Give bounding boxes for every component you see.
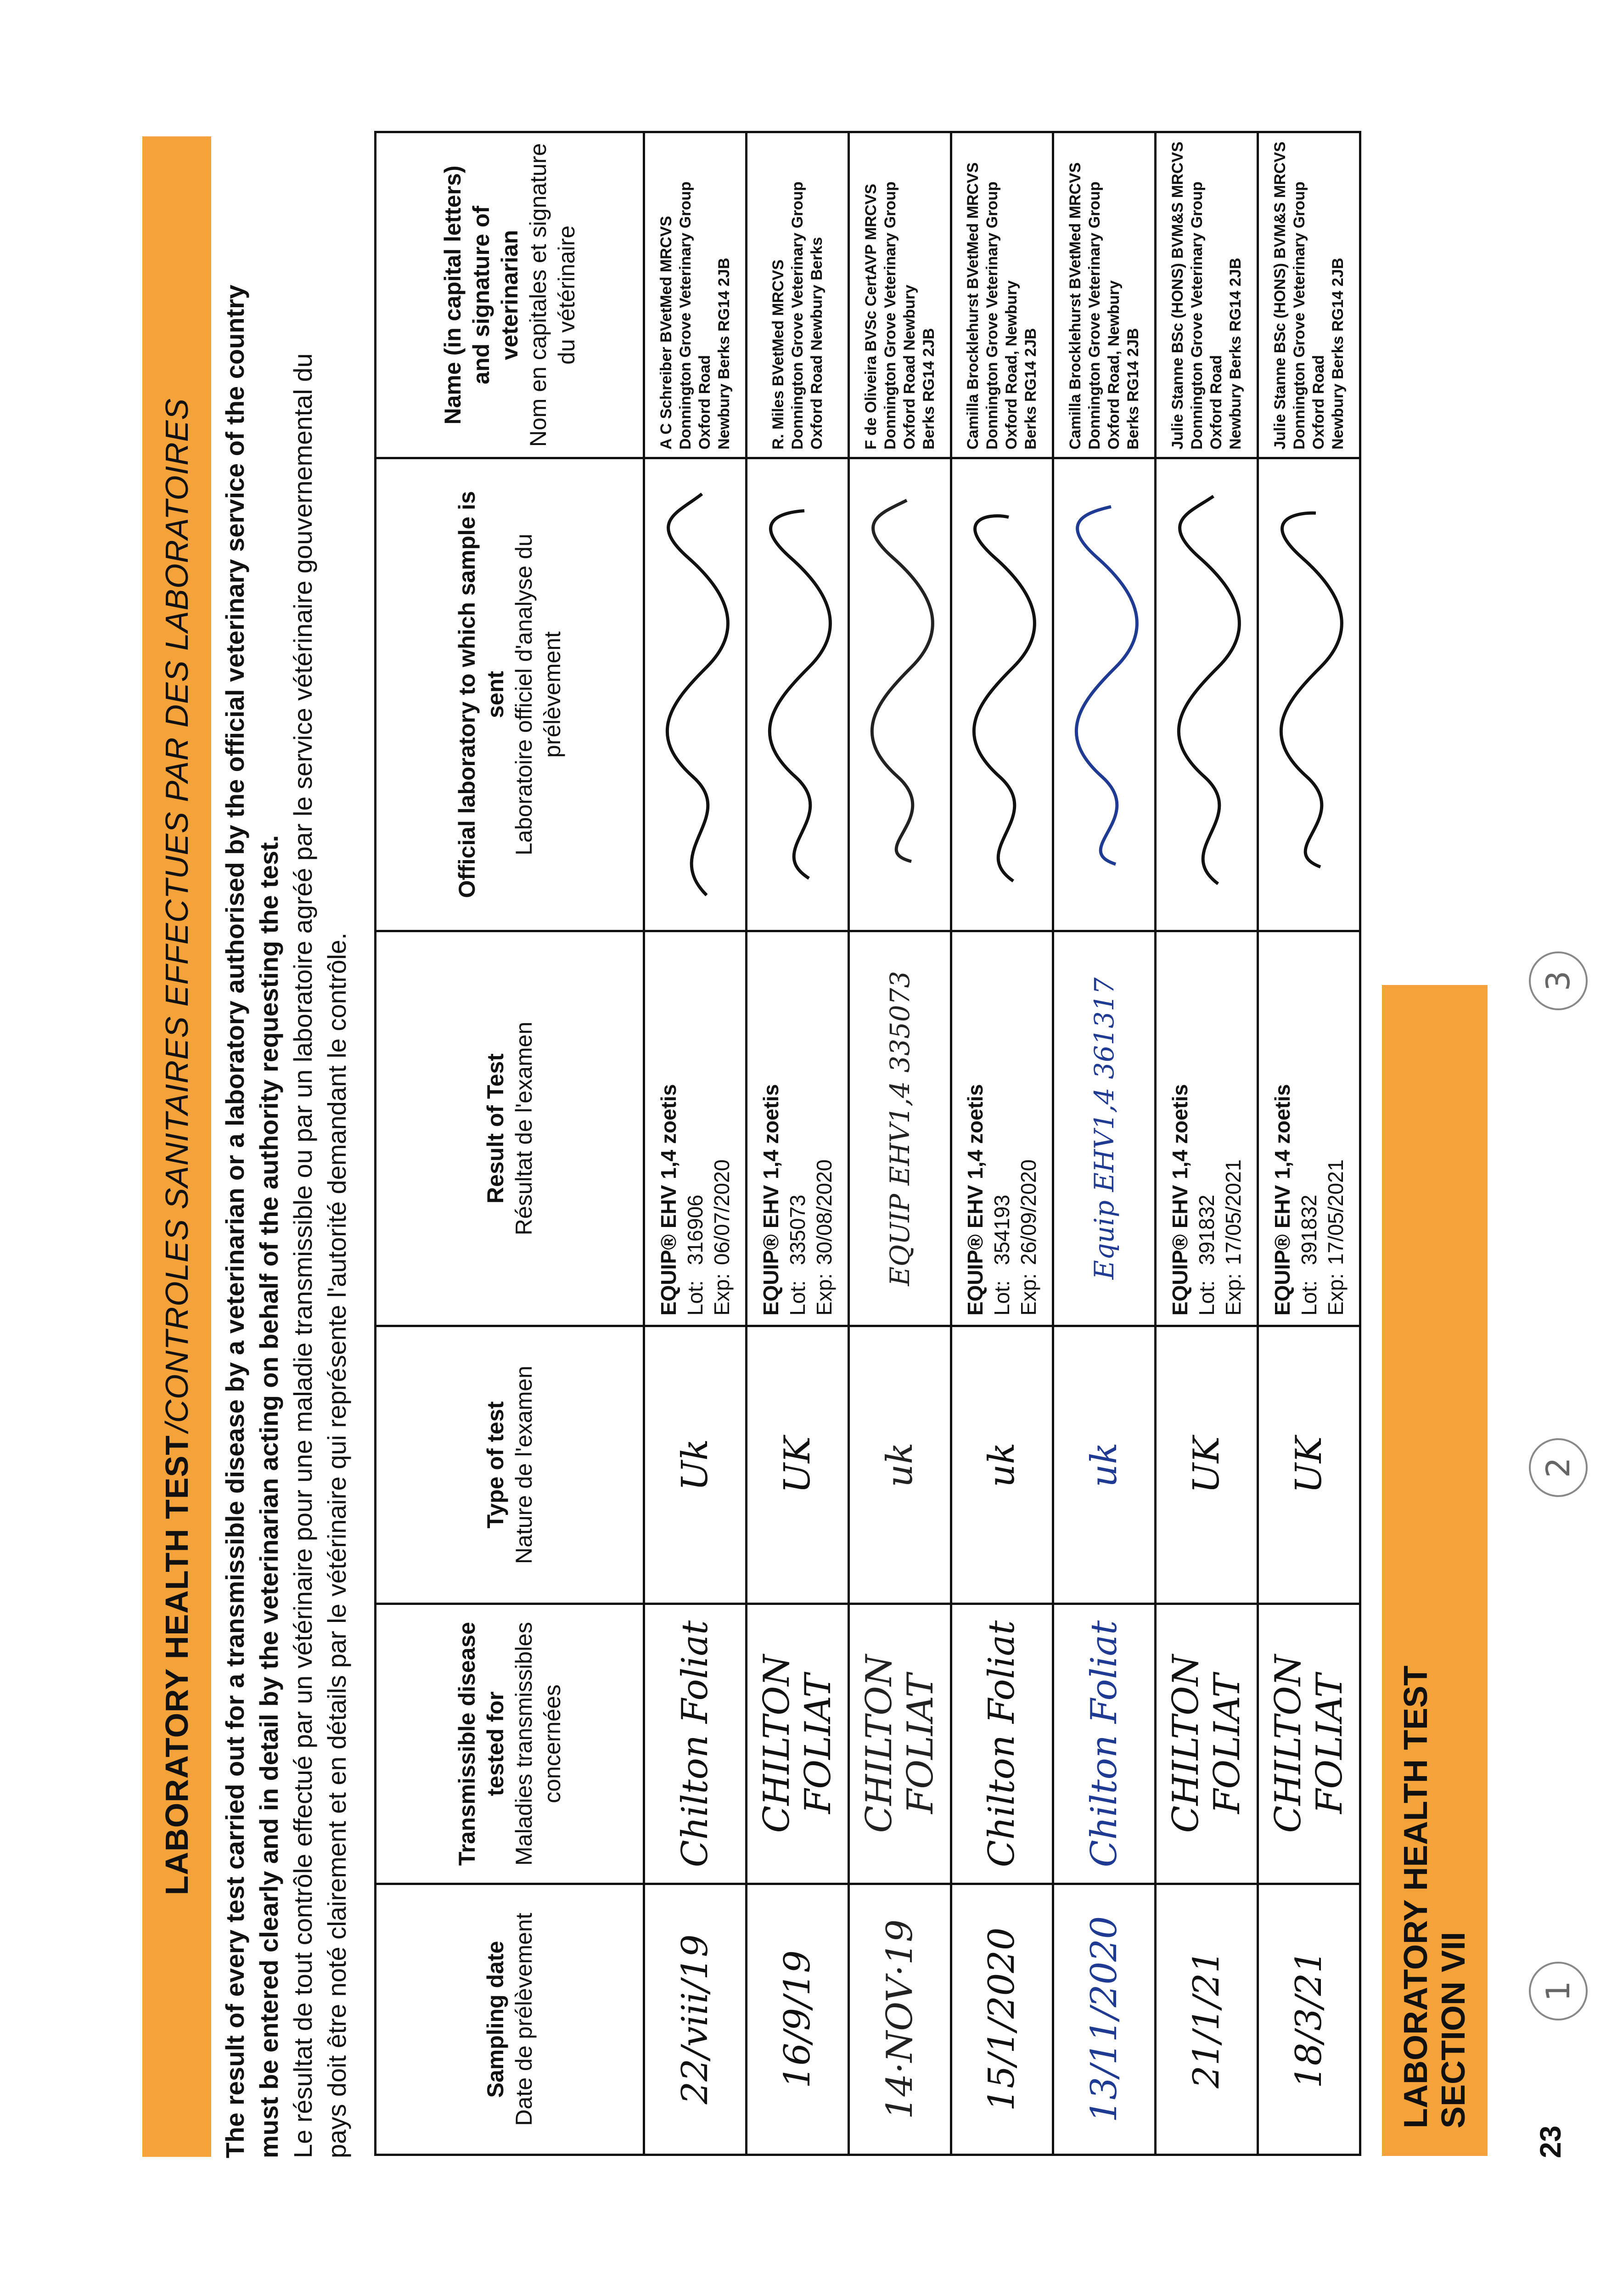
vet-stamp-line: F de Oliveira BVSc CertAVP MRCVS xyxy=(862,184,880,450)
lot-number: 391832 xyxy=(1195,1194,1219,1265)
signature-scribble xyxy=(856,467,943,923)
vet-stamp-line: Oxford Road xyxy=(696,355,713,450)
health-test-table xyxy=(374,131,1361,2156)
test-type-cell: UK xyxy=(1156,1326,1258,1604)
vet-stamp-line: Oxford Road Newbury Berks xyxy=(808,237,826,450)
vet-stamp-line: Berks RG14 2JB xyxy=(920,328,938,450)
intro-fr-line2: pays doit être noté clairement et en détails par le vétérinaire qui représente l'autorité demandant le contrôle. xyxy=(322,932,351,2158)
lot-key: Lot: xyxy=(785,1280,809,1316)
header-laboratory: Official laboratory to which sample is sent Laboratoire officiel d'analyse du prélèvement xyxy=(376,458,644,931)
veterinarian-stamp-cell xyxy=(1156,132,1258,458)
signature-scribble xyxy=(958,467,1045,923)
sampling-date-cell: 14·NOV·19 xyxy=(848,1884,951,2155)
veterinarian-stamp-cell xyxy=(1258,132,1360,458)
sampling-date-cell: 16/9/19 xyxy=(746,1884,848,2155)
exp-key: Exp: xyxy=(1324,1273,1348,1316)
result-cell: Equip EHV1,4 361317 xyxy=(1053,931,1156,1326)
vet-stamp-line: Newbury Berks RG14 2JB xyxy=(1227,258,1245,450)
vet-stamp-line: Berks RG14 2JB xyxy=(1022,328,1040,450)
vet-stamp-line: Oxford Road xyxy=(1207,355,1225,450)
table-row xyxy=(951,132,1053,2155)
test-type-cell: Uk xyxy=(644,1326,747,1604)
disease-cell: Chilton Foliat xyxy=(644,1604,747,1884)
disease-cell: CHILTON FOLIAT xyxy=(746,1604,848,1884)
disease-cell: Chilton Foliat xyxy=(951,1604,1053,1884)
vet-stamp-line: Newbury Berks RG14 2JB xyxy=(715,258,733,450)
lab-signature-cell xyxy=(644,458,747,931)
result-cell xyxy=(644,931,747,1326)
vet-stamp-line: Donnington Grove Veterinary Group xyxy=(881,181,899,450)
lab-signature-cell xyxy=(1156,458,1258,931)
header-disease: Transmissible disease tested for Maladies transmissibles concernées xyxy=(376,1604,644,1884)
sampling-date-cell: 13/11/2020 xyxy=(1053,1884,1156,2155)
expiry-date: 17/05/2021 xyxy=(1221,1159,1246,1265)
expiry-date: 30/08/2020 xyxy=(812,1159,836,1265)
vet-stamp-line: Newbury Berks RG14 2JB xyxy=(1329,258,1347,450)
vaccine-label-brand: EQUIP® EHV 1,4 zoetis xyxy=(758,1084,783,1316)
lot-key: Lot: xyxy=(1297,1280,1321,1316)
result-cell xyxy=(746,931,848,1326)
intro-text xyxy=(218,129,354,2158)
vet-stamp-line: Donnington Grove Veterinary Group xyxy=(788,181,806,450)
margin-circle-3: 3 xyxy=(1529,951,1588,1010)
section-banner xyxy=(142,136,211,2157)
intro-fr-line1: Le résultat de tout contrôle effectué par un vétérinaire pour une maladie transmissible ou par un laboratoire agréé par le service vétérinaire gouvernemental du xyxy=(288,353,317,2158)
veterinarian-stamp-cell xyxy=(746,132,848,458)
header-result: Result of Test Résultat de l'examen xyxy=(376,931,644,1326)
test-type-cell: UK xyxy=(746,1326,848,1604)
veterinarian-stamp-cell xyxy=(951,132,1053,458)
exp-key: Exp: xyxy=(1221,1273,1246,1316)
expiry-date: 17/05/2021 xyxy=(1324,1159,1348,1265)
exp-key: Exp: xyxy=(709,1273,734,1316)
table-row xyxy=(746,132,848,2155)
lot-number: 391832 xyxy=(1297,1194,1321,1265)
test-type-cell: uk xyxy=(848,1326,951,1604)
disease-cell: CHILTON FOLIAT xyxy=(1156,1604,1258,1884)
expiry-date: 26/09/2020 xyxy=(1016,1159,1041,1265)
exp-key: Exp: xyxy=(1016,1273,1041,1316)
lab-signature-cell xyxy=(746,458,848,931)
intro-en-line1: The result of every test carried out for a transmissible disease by a veterinarian or a laboratory authorised by the official veterinary service of the country xyxy=(220,284,249,2158)
lot-key: Lot: xyxy=(1195,1280,1219,1316)
veterinarian-stamp-cell xyxy=(848,132,951,458)
table-row xyxy=(644,132,747,2155)
lab-signature-cell xyxy=(848,458,951,931)
vaccine-label-brand: EQUIP® EHV 1,4 zoetis xyxy=(963,1084,988,1316)
section-label-box xyxy=(1382,985,1488,2156)
signature-scribble xyxy=(1265,467,1353,923)
vet-stamp-line: Julie Stanne BSc (HONS) BVM&S MRCVS xyxy=(1169,141,1187,450)
vet-stamp-line: Berks RG14 2JB xyxy=(1124,328,1142,450)
table-row xyxy=(1156,132,1258,2155)
expiry-date: 06/07/2020 xyxy=(709,1159,734,1265)
vet-stamp-line: Donnington Grove Veterinary Group xyxy=(983,181,1001,450)
section-label-line2: SECTION VII xyxy=(1435,1931,1472,2128)
signature-scribble xyxy=(1163,467,1250,923)
banner-subtitle: /CONTROLES SANITAIRES EFFECTUES PAR DES LABORATOIRES xyxy=(159,398,195,1433)
vet-stamp-line: Oxford Road xyxy=(1310,355,1328,450)
lot-number: 316906 xyxy=(683,1194,707,1265)
sampling-date-cell: 18/3/21 xyxy=(1258,1884,1360,2155)
lab-signature-cell xyxy=(951,458,1053,931)
test-type-cell: uk xyxy=(1053,1326,1156,1604)
sampling-date-cell: 15/1/2020 xyxy=(951,1884,1053,2155)
signature-scribble xyxy=(1061,467,1148,923)
disease-cell: CHILTON FOLIAT xyxy=(848,1604,951,1884)
lot-key: Lot: xyxy=(683,1280,707,1316)
lab-signature-cell xyxy=(1053,458,1156,931)
test-type-cell: UK xyxy=(1258,1326,1360,1604)
veterinarian-stamp-cell xyxy=(1053,132,1156,458)
table-row xyxy=(1258,132,1360,2155)
vet-stamp-line: Donnington Grove Veterinary Group xyxy=(1291,181,1309,450)
sampling-date-cell: 22/viii/19 xyxy=(644,1884,747,2155)
vet-stamp-line: Julie Stanne BSc (HONS) BVM&S MRCVS xyxy=(1271,141,1289,450)
vet-stamp-line: Donnington Grove Veterinary Group xyxy=(1188,181,1206,450)
signature-scribble xyxy=(754,467,841,923)
result-cell: EQUIP EHV1,4 335073 xyxy=(848,931,951,1326)
vaccine-label-brand: EQUIP® EHV 1,4 zoetis xyxy=(656,1084,680,1316)
lot-key: Lot: xyxy=(990,1280,1014,1316)
disease-cell: Chilton Foliat xyxy=(1053,1604,1156,1884)
banner-title: LABORATORY HEALTH TEST xyxy=(159,1435,195,1896)
vet-stamp-line: Donnington Grove Veterinary Group xyxy=(1086,181,1104,450)
vet-stamp-line: Donnington Grove Veterinary Group xyxy=(676,181,694,450)
disease-cell: CHILTON FOLIAT xyxy=(1258,1604,1360,1884)
header-veterinarian: Name (in capital letters) and signature of veterinarian Nom en capitales et signature du vétérinaire xyxy=(376,132,644,458)
margin-circle-2: 2 xyxy=(1529,1438,1588,1497)
header-test-type: Type of test Nature de l'examen xyxy=(376,1326,644,1604)
result-cell xyxy=(951,931,1053,1326)
vaccine-label-brand: EQUIP® EHV 1,4 zoetis xyxy=(1270,1084,1295,1316)
table-header-row xyxy=(376,132,644,2155)
result-cell xyxy=(1258,931,1360,1326)
vaccine-label-brand: EQUIP® EHV 1,4 zoetis xyxy=(1168,1084,1192,1316)
lot-number: 335073 xyxy=(785,1194,809,1265)
vet-stamp-line: R. Miles BVetMed MRCVS xyxy=(769,259,787,450)
sampling-date-cell: 21/1/21 xyxy=(1156,1884,1258,2155)
veterinarian-stamp-cell xyxy=(644,132,747,458)
header-sampling-date: Sampling date Date de prélèvement xyxy=(376,1884,644,2155)
vet-stamp-line: Oxford Road, Newbury xyxy=(1105,280,1123,450)
vet-stamp-line: Oxford Road, Newbury xyxy=(1003,280,1021,450)
intro-en-line2: must be entered clearly and in detail by the veterinarian acting on behalf of the authority requesting the test. xyxy=(254,835,283,2158)
vet-stamp-line: Oxford Road Newbury xyxy=(900,285,918,450)
lab-signature-cell xyxy=(1258,458,1360,931)
lot-number: 354193 xyxy=(990,1194,1014,1265)
section-label-line1: LABORATORY HEALTH TEST xyxy=(1398,1666,1434,2128)
result-cell xyxy=(1156,931,1258,1326)
table-row xyxy=(848,132,951,2155)
vet-stamp-line: Camilla Brocklehurst BVetMed MRCVS xyxy=(964,162,982,450)
margin-circle-1: 1 xyxy=(1529,1962,1588,2020)
exp-key: Exp: xyxy=(812,1273,836,1316)
table-row xyxy=(1053,132,1156,2155)
vet-stamp-line: Camilla Brocklehurst BVetMed MRCVS xyxy=(1067,162,1084,450)
page-number: 23 xyxy=(1534,2125,1567,2158)
signature-scribble xyxy=(651,467,739,923)
test-type-cell: uk xyxy=(951,1326,1053,1604)
vet-stamp-line: A C Schreiber BVetMed MRCVS xyxy=(657,216,675,450)
